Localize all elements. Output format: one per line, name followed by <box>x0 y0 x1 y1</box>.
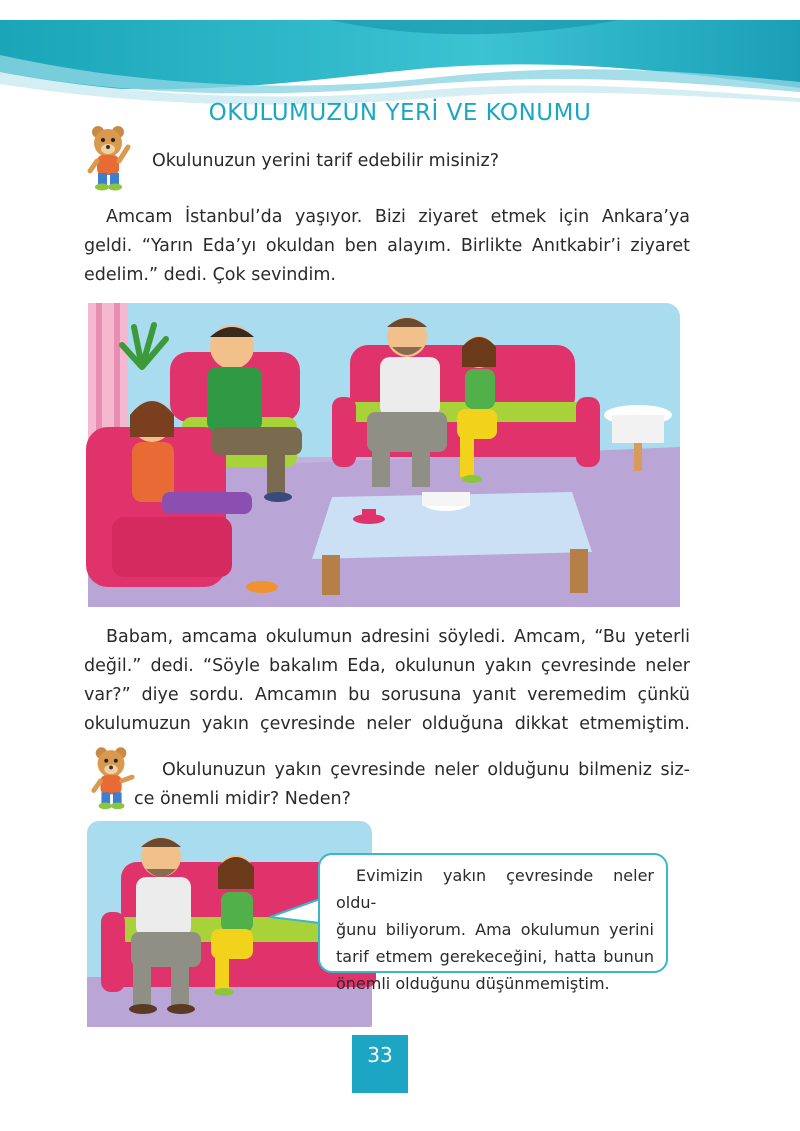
bear-mascot-icon <box>84 123 134 193</box>
speech-bubble-line: tarif etmem gerekeceğini, hatta bunun <box>336 947 654 966</box>
paragraph-2 <box>84 623 690 739</box>
paragraph-2-line: var?” diye sordu. Amcamın bu sorusuna yanıt veremedim çünkü <box>84 685 690 705</box>
paragraph-2-line: değil.” dedi. “Söyle bakalım Eda, okulunun yakın çevresinde neler <box>84 656 690 676</box>
speech-bubble-line: önemli olduğunu düşünmemiştim. <box>336 974 610 993</box>
question-2 <box>134 756 690 814</box>
speech-bubble-line: ğunu biliyorum. Ama okulumun yerini <box>336 920 654 939</box>
paragraph-2-line: Babam, amcama okulumun adresini söyledi. Amcam, “Bu yeterli <box>106 627 690 647</box>
paragraph-1 <box>84 203 690 290</box>
page-title: OKULUMUZUN YERİ VE KONUMU <box>208 100 592 126</box>
paragraph-1-line: Amcam İstanbul’da yaşıyor. Bizi ziyaret etmek için Ankara’ya <box>106 207 690 227</box>
question-2-line: ce önemli midir? Neden? <box>134 789 351 809</box>
bear-mascot-icon <box>88 744 136 812</box>
speech-bubble-line: Evimizin yakın çevresinde neler oldu- <box>336 866 654 912</box>
living-room-illustration <box>82 297 686 613</box>
question-1: Okulunuzun yerini tarif edebilir misiniz? <box>152 151 500 171</box>
question-2-line: Okulunuzun yakın çevresinde neler olduğunu bilmeniz siz- <box>162 760 690 780</box>
header-wave-banner <box>0 0 800 110</box>
speech-bubble-tail <box>268 895 322 927</box>
paragraph-1-line: edelim.” dedi. Çok sevindim. <box>84 265 336 285</box>
page-number: 33 <box>352 1035 408 1093</box>
speech-bubble <box>318 853 668 993</box>
paragraph-1-line: geldi. “Yarın Eda’yı okuldan ben alayım. Birlikte Anıtkabir’i ziyaret <box>84 236 690 256</box>
paragraph-2-line: okulumuzun yakın çevresinde neler olduğuna dikkat etmemiştim. <box>84 714 690 734</box>
